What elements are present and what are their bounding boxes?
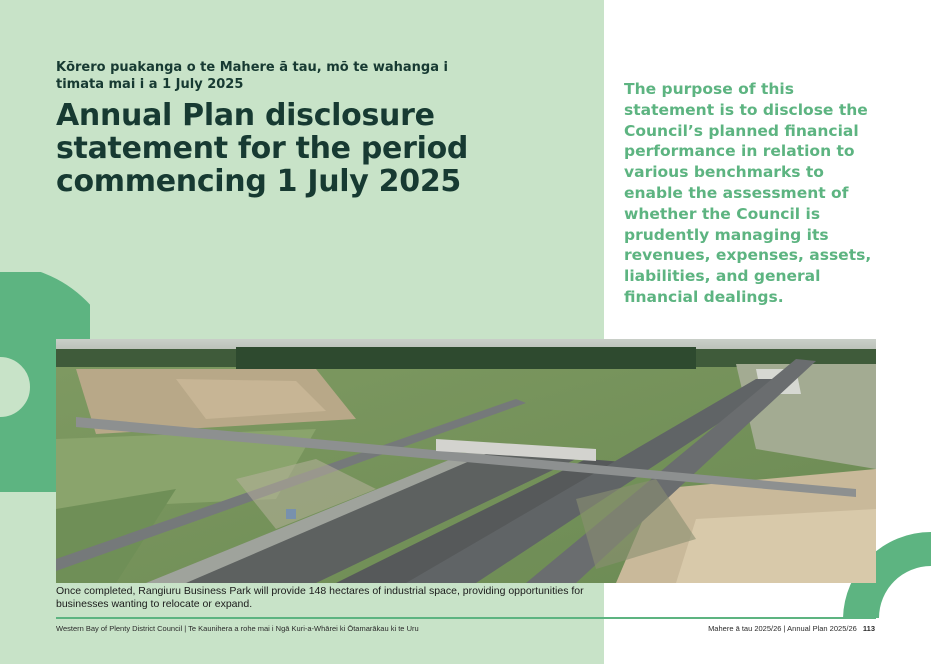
page-subtitle: Kōrero puakanga o te Mahere ā tau, mō te wahanga i timata mai i a 1 July 2025 [56, 60, 448, 92]
footer-plan-title: Mahere ā tau 2025/26 | Annual Plan 2025/26 [708, 624, 857, 633]
page-title: Annual Plan disclosure statement for the period commencing 1 July 2025 [56, 98, 469, 199]
intro-statement: The purpose of this statement is to disclose the Council’s planned financial performance in relation to various benchmarks to enable the assessment of whether the Council is prudently managing its revenues, expenses, assets, liabilities, and general financial dealings. [624, 80, 872, 306]
aerial-interchange-photo [56, 339, 876, 583]
photo-caption: Once completed, Rangiuru Business Park will provide 148 hectares of industrial space, providing opportunities for businesses wanting to relocate or expand. [56, 585, 584, 610]
page-number: 113 [862, 624, 875, 633]
footer-divider [56, 617, 876, 619]
footer-plan-label [708, 624, 875, 633]
footer-council-name: Western Bay of Plenty District Council | Te Kaunihera a rohe mai i Ngā Kuri-a-Whārei ki Ōtamarākau ki te Uru [56, 624, 419, 633]
